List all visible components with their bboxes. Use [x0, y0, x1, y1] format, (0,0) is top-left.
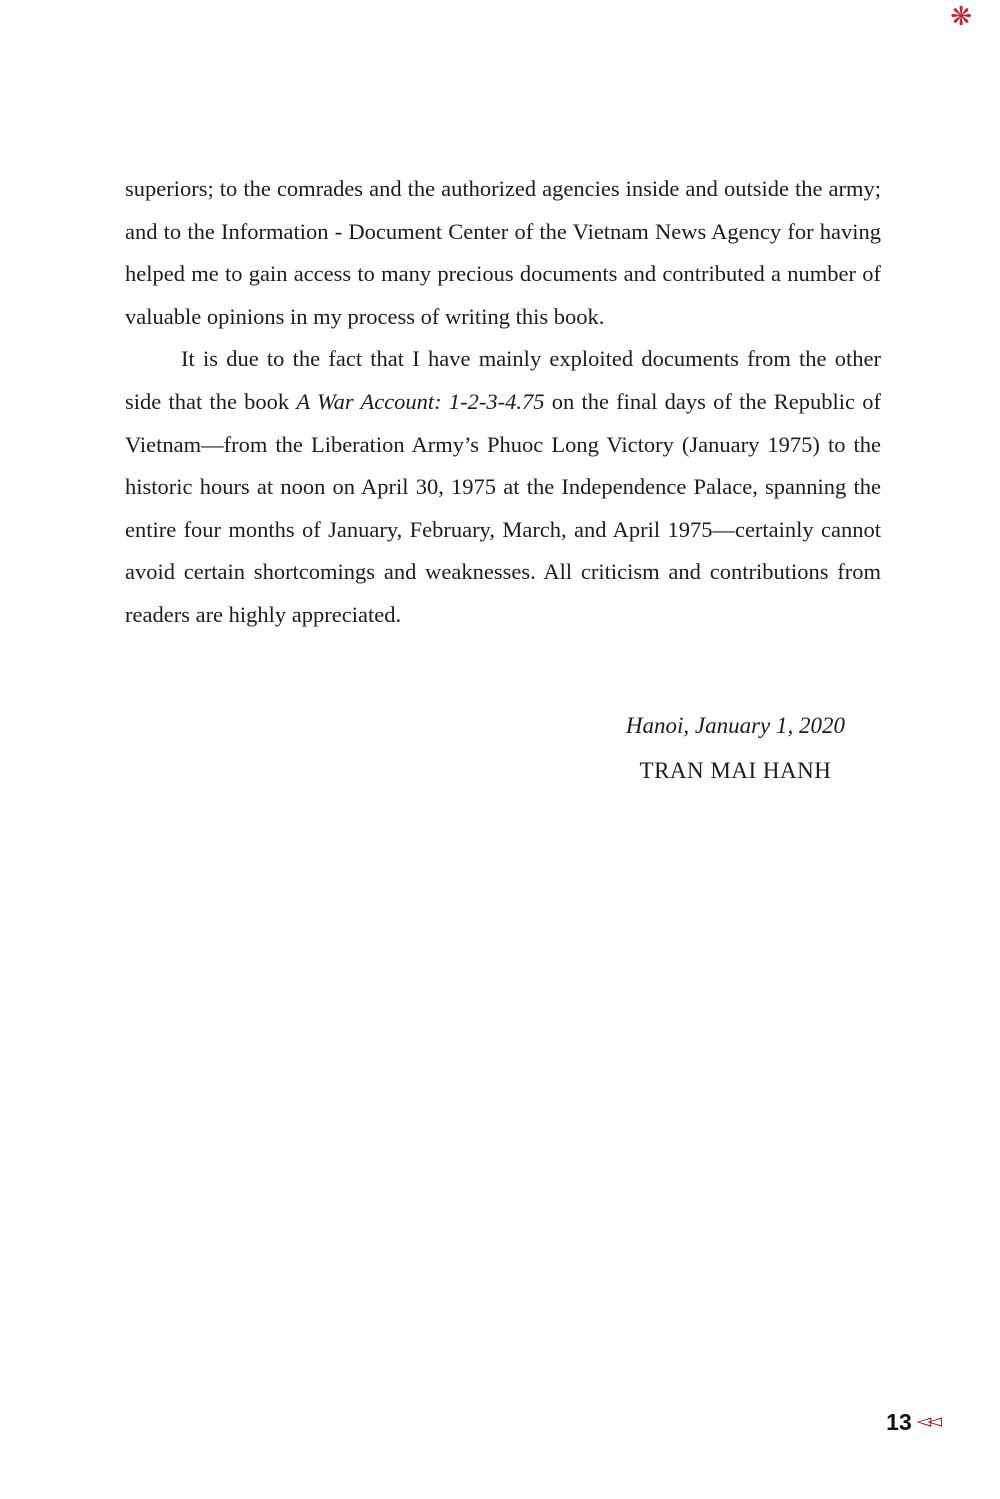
paragraph-text-before: It is due to the fact that I have mainly exploited documents from the other side that the book — [125, 346, 881, 414]
page-body-text — [125, 168, 881, 637]
signature-block — [626, 703, 845, 793]
page-corner-arrows-icon: ◅◅ — [916, 1411, 938, 1432]
paragraph-text-after: on the final days of the Republic of Vietnam—from the Liberation Army’s Phuoc Long Victory (January 1975) to the historic hours at noon on April 30, 1975 at the Independence Palace, spanning the entire four months of January, February, March, and April 1975—certainly cannot avoid certain shortcomings and weaknesses. All criticism and contributions from readers are highly appreciated. — [125, 388, 882, 627]
flower-ornament-icon: ❋ — [950, 2, 972, 31]
page-number: 13 — [886, 1409, 912, 1435]
signature-date: Hanoi, January 1, 2020 — [625, 713, 845, 738]
page-footer — [886, 1409, 938, 1436]
paragraph-main — [125, 338, 881, 636]
signature-name: TRAN MAI HANH — [639, 758, 832, 783]
book-title-italic: A War Account: 1-2-3-4.75 — [296, 388, 545, 414]
paragraph-continuation: superiors; to the comrades and the authorized agencies inside and outside the army; and to the Information - Document Center of the Vietnam News Agency for having helped me to gain access to many precious documents and contributed a number of valuable opinions in my process of writing this book. — [125, 176, 881, 329]
